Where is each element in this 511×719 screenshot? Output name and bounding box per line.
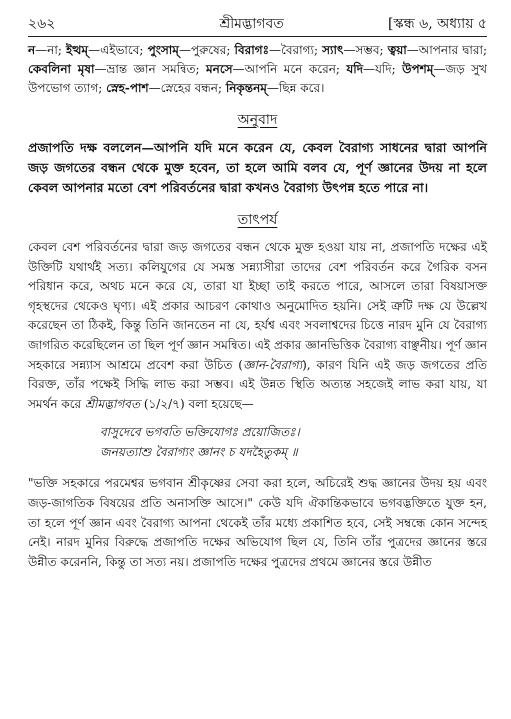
glossary-term: নিকৃন্তনম্ xyxy=(225,81,267,95)
glossary-meaning: ছিন্ন করে। xyxy=(278,81,325,95)
glossary-term: বিরাগঃ xyxy=(234,43,269,57)
glossary-meaning: জড় সুখ উপভোগ ত্যাগ; xyxy=(28,62,487,95)
glossary: ন—না; ইত্থম্—এইভাবে; পুংসাম্—পুরুষের; বিরাগঃ—বৈরাগ্য; স্যাৎ—সম্ভব; ত্বয়া—আপনার দ্বারা; কেবলিনা মৃষা—ভ্রান্ত জ্ঞান সমন্বিত; মনসে—আপনি মনে করেন; যদি—যদি; উপশম্—জড় সুখ উপভোগ ত্যাগ; স্নেহ-পাশ—স্নেহের বন্ধন; নিকৃন্তনম্—ছিন্ন করে। xyxy=(28,43,488,95)
glossary-term: ত্বয়া xyxy=(387,43,407,57)
translation-text: প্রজাপতি দক্ষ বললেন—আপনি যদি মনে করেন যে, কেবল বৈরাগ্য সাধনের দ্বারা আপনি জড় জগতের বন্ধন থেকে মুক্ত হবেন, তা হলে আমি বলব যে, পূর্ণ জ্ঞানের উদয় না হলে কেবল আপনার মতো বেশ পরিবর্তনের দ্বারা কখনও বৈরাগ্য উৎপন্ন হতে পারে না। xyxy=(28,140,487,195)
glossary-term: ইত্থম্ xyxy=(65,43,89,57)
glossary-meaning: স্নেহের বন্ধন; xyxy=(160,81,226,95)
glossary-term: স্যাৎ xyxy=(322,43,344,57)
verse-line: জনয়ত্যাশু বৈরাগ্যং জ্ঞানং চ যদহৈতুকম্ ॥ xyxy=(100,445,298,460)
glossary-term: মনসে xyxy=(206,62,233,76)
glossary-meaning: আপনার দ্বারা; xyxy=(418,43,488,57)
glossary-meaning: এইভাবে; xyxy=(100,43,148,57)
page-header xyxy=(28,14,487,34)
running-title: শ্রীমদ্ভাগবত xyxy=(219,16,284,32)
glossary-term: পুংসাম্ xyxy=(147,43,179,57)
glossary-term: কেবলিনা মৃষা xyxy=(28,62,95,76)
glossary-meaning: না; xyxy=(47,43,66,57)
translation-heading: অনুবাদ xyxy=(237,112,278,128)
page-number: ২৬২ xyxy=(28,16,56,32)
glossary-term: উপশম্ xyxy=(402,62,434,76)
glossary-meaning: বৈরাগ্য; xyxy=(280,43,323,57)
purport-text-continued: ), কারণ যিনি এই জড় জগতের প্রতি বিরক্ত, তাঁর পক্ষেই সিদ্ধি লাভ করা সম্ভব। এই উন্নত স্থিতি অত্যন্ত সহজেই লাভ করা যায়, যা সমর্থন করে xyxy=(28,357,487,411)
purport-heading: তাৎপর্য xyxy=(237,212,278,228)
purport-paragraph xyxy=(28,238,487,414)
glossary-term: ন xyxy=(28,43,36,57)
purport-italic-term: জ্ঞান-বৈরাগ্য xyxy=(242,357,303,372)
purport-source-title: শ্রীমদ্ভাগবত xyxy=(84,396,140,411)
glossary-meaning: সম্ভব; xyxy=(355,43,388,57)
glossary-meaning: পুরুষের; xyxy=(190,43,235,57)
glossary-meaning: যদি; xyxy=(375,62,403,76)
glossary-meaning: আপনি মনে করেন; xyxy=(244,62,347,76)
verse-line: বাসুদেবে ভগবতি ভক্তিযোগঃ প্রয়োজিতঃ। xyxy=(100,425,300,440)
section-reference: [স্কন্ধ ৬, অধ্যায় ৫ xyxy=(388,16,487,32)
verse-explanation: "ভক্তি সহকারে পরমেশ্বর ভগবান শ্রীকৃষ্ণের সেবা করা হলে, অচিরেই শুদ্ধ জ্ঞানের উদয় হয় এবং জড়-জাগতিক বিষয়ের প্রতি অনাসক্তি আসে।" কেউ যদি ঐকান্তিকভাবে ভগবদ্ভক্তিতে যুক্ত হন, তা হলে পূর্ণ জ্ঞান এবং বৈরাগ্য আপনা থেকেই তাঁর মধ্যে প্রকাশিত হবে, সেই সম্বন্ধে কোন সন্দেহ নেই। নারদ মুনির বিরুদ্ধে প্রজাপতি দক্ষের অভিযোগ ছিল যে, তিনি তাঁর পুত্রদের জ্ঞানের স্তরে উন্নীত করেননি, কিন্তু তা সত্য নয়। প্রজাপতি দক্ষের পুত্রদের প্রথমে জ্ঞানের স্তরে উন্নীত xyxy=(28,476,487,569)
sanskrit-verse xyxy=(100,422,487,462)
glossary-term: যদি xyxy=(346,62,364,76)
header-rule xyxy=(28,36,487,37)
glossary-meaning: ভ্রান্ত জ্ঞান সমন্বিত; xyxy=(106,62,207,76)
glossary-term: স্নেহ-পাশ xyxy=(106,81,149,95)
purport-text: কেবল বেশ পরিবর্তনের দ্বারা জড় জগতের বন্ধন থেকে মুক্ত হওয়া যায় না, প্রজাপতি দক্ষের এই উক্তিটি যথার্থই সত্য। কলিযুগের যে সমস্ত সন্ন্যাসীরা তাদের বেশ পরিবর্তন করে গৈরিক বসন পরিধান করে, অথচ মনে করে যে, তারা যা ইচ্ছা তাই করতে পারে, আসলে তারা বিষয়াসক্ত গৃহস্থদের থেকেও ঘৃণ্য। এই প্রকার আচরণ কোথাও অনুমোদিত হয়নি। সেই ত্রুটি দক্ষ যে উল্লেখ করেছেন তা ঠিকই, কিন্তু তিনি জানতেন না যে, হর্যশ্ব এবং সবলাশ্বদের চিত্তে নারদ মুনি যে বৈরাগ্য জাগরিত করেছিলেন তা ছিল পূর্ণ জ্ঞান সমন্বিত। এই প্রকার জ্ঞানভিত্তিক বৈরাগ্য বাঞ্ছনীয়। পূর্ণ জ্ঞান সহকারে সন্ন্যাস আশ্রমে প্রবেশ করা উচিত ( xyxy=(28,240,487,372)
purport-text-end: (১/২/৭) বলা হয়েছে— xyxy=(140,396,254,411)
